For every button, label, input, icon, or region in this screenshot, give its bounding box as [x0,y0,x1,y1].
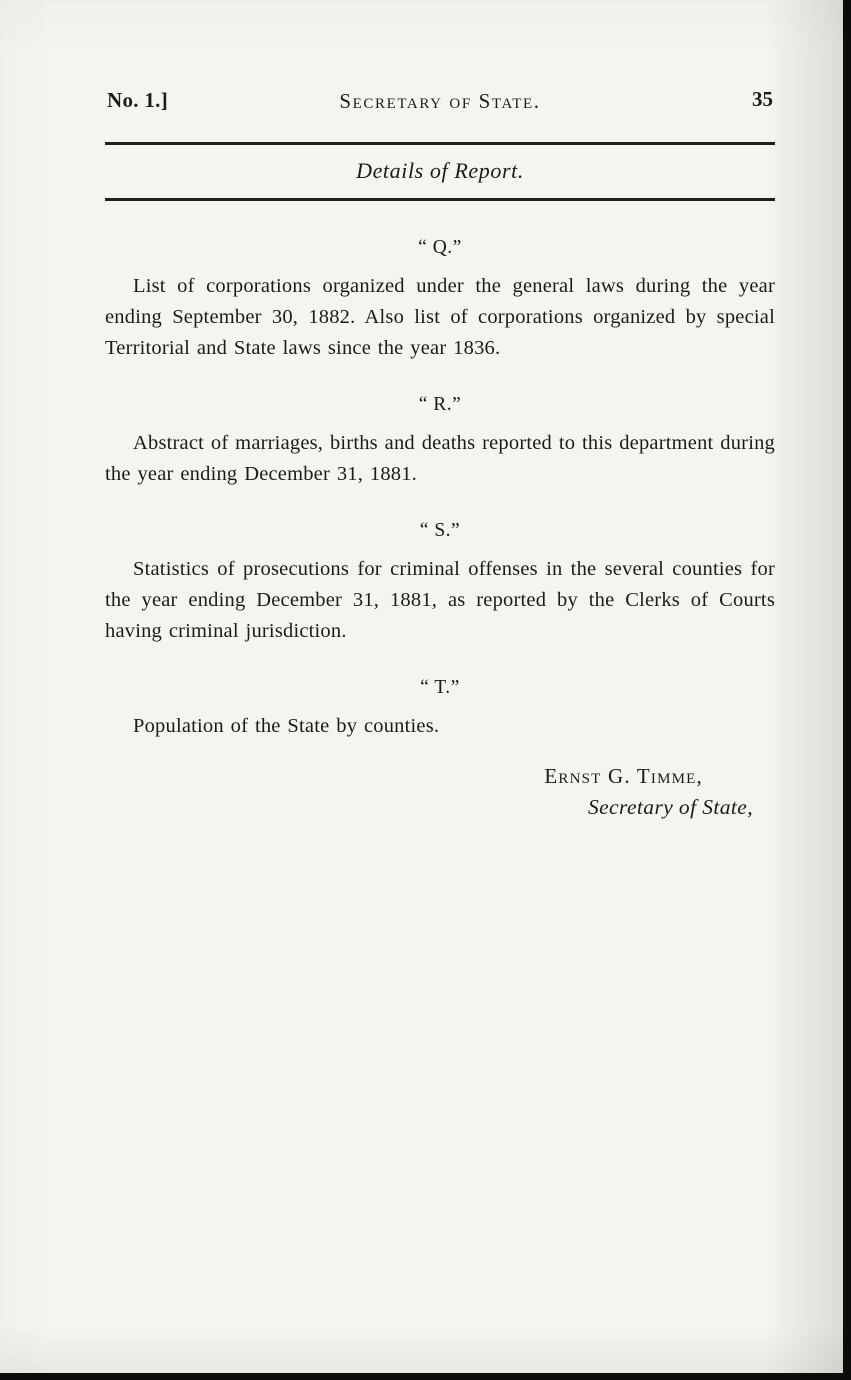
section-heading-s: “ S.” [419,520,461,541]
horizontal-rule-bottom [105,198,775,201]
section-heading-q: “ Q.” [418,237,462,258]
signature-name: Ernst G. Timme, [544,764,703,788]
section-t [105,677,775,742]
horizontal-rule-top [105,142,775,145]
running-title: Secretary of State. [339,89,541,113]
signature-block [105,764,775,820]
section-r [105,394,775,490]
running-head [105,86,775,120]
page-bottom-edge [0,1373,851,1380]
section-body-t: Population of the State by counties. [133,715,440,737]
document-number: No. 1.] [107,88,169,112]
book-binding-edge [843,0,851,1380]
section-heading-r: “ R.” [418,394,462,415]
section-q [105,237,775,364]
page-number: 35 [752,87,773,111]
section-body-q: List of corporations organized under the general laws during the year ending September 30, 1882. Also list of corporations organized by special Territorial and State laws since the year 1836. [105,275,775,359]
section-s [105,520,775,647]
signature-title: Secretary of State, [587,795,753,819]
section-heading-t: “ T.” [420,677,460,698]
section-body-s: Statistics of prosecutions for criminal offenses in the several counties for the year ending December 31, 1881, as reported by the Clerks of Courts having criminal jurisdiction. [105,558,775,642]
section-body-r: Abstract of marriages, births and deaths reported to this department during the year ending December 31, 1881. [105,432,775,485]
report-title: Details of Report. [356,158,524,183]
page-text-block [105,86,775,820]
